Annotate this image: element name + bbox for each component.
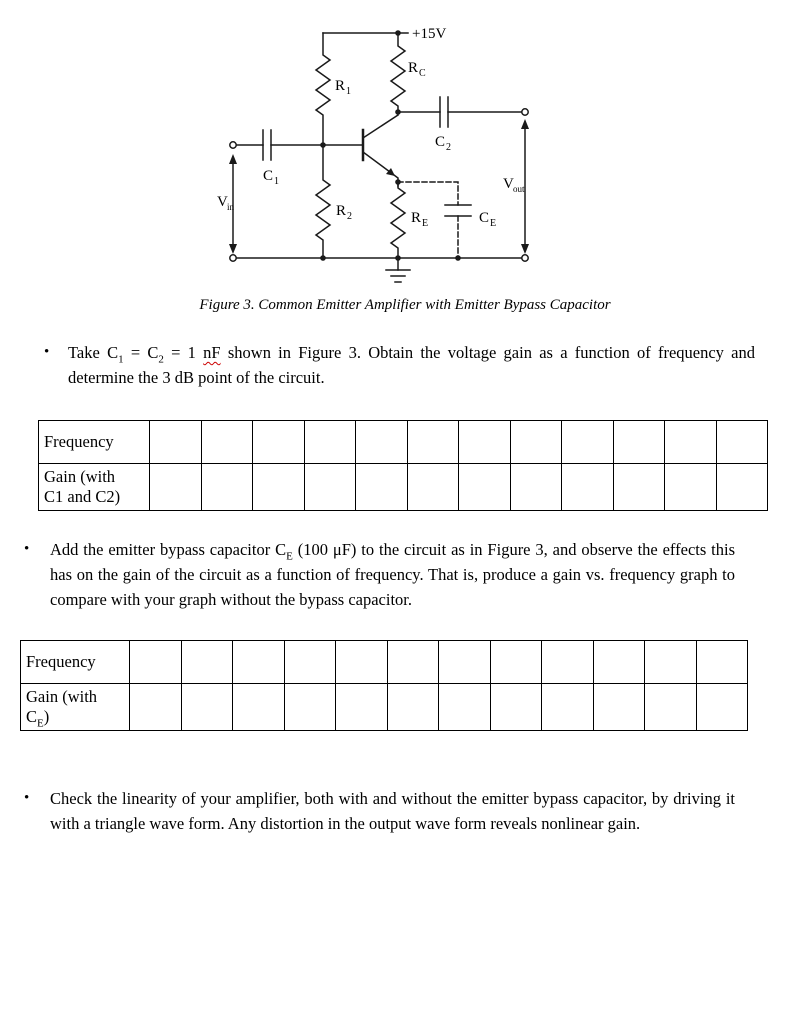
bullet-2-seg: (100 μF) to the circuit as in Figure 3, and observe the effects this has on the gain of the circuit as a function of frequency. That is, produce a gain vs. frequency graph to compare with your graph without the bypass capacitor. [50,540,736,609]
table-empty-cell [439,641,491,684]
table-empty-cell [696,641,748,684]
table2-gain-label-sub: E [37,717,44,730]
ce-top-dashed-wire [398,182,458,205]
label-vin-sub: in [227,202,235,212]
label-rc: R [408,60,419,76]
table-empty-cell [665,464,717,511]
output-terminal-bottom [522,255,528,261]
label-vout: V [503,176,514,192]
table2-frequency-label: Frequency [21,641,130,684]
label-ce-sub: E [490,218,497,229]
label-ce: C [479,210,490,226]
table-empty-cell [304,421,356,464]
output-terminal-top [522,109,528,115]
table-empty-cell [356,464,408,511]
bullet-1-seg: shown in Figure 3. Obtain the voltage gain as a function of frequency and determine the 3 dB point of the circuit. [68,343,755,387]
table-empty-cell [439,684,491,731]
table-empty-cell [336,684,388,731]
node-dot-base [320,142,326,148]
label-c1-sub: 1 [274,176,279,187]
input-terminal-bottom [230,255,236,261]
table-empty-cell [459,464,511,511]
table2-gain-label-line1: Gain (with [26,687,98,706]
label-vin: V [217,194,228,210]
table-empty-cell [613,421,665,464]
table-empty-cell [336,641,388,684]
table-empty-cell [407,421,459,464]
bullet-1-text [42,340,755,390]
table-empty-cell [593,684,645,731]
bullet-marker: • [24,541,30,557]
bullet-marker: • [44,344,50,360]
table-empty-cell [696,684,748,731]
resistor-r2 [316,145,330,258]
bullet-1-seg: = 1 [163,343,204,362]
node-dot-ground [395,255,401,261]
bullet-1-sub: 1 [118,353,124,366]
label-r1-sub: 1 [346,86,351,97]
figure-caption: Figure 3. Common Emitter Amplifier with Emitter Bypass Capacitor [199,297,611,313]
resistor-re [391,182,405,258]
circuit-diagram [205,10,545,302]
label-r2: R [336,203,347,219]
table-empty-cell [150,464,202,511]
label-re: R [411,210,422,226]
bullet-1-seg: = C [123,343,159,362]
label-rc-sub: C [419,68,426,79]
table-empty-cell [407,464,459,511]
table-empty-cell [284,684,336,731]
table1-gain-label-line1: Gain (with [44,467,116,486]
supply-label: +15V [412,26,447,42]
table-empty-cell [233,684,285,731]
table-empty-cell [510,421,562,464]
table-empty-cell [562,421,614,464]
table-empty-cell [253,464,305,511]
table-empty-cell [613,464,665,511]
label-c1: C [263,168,274,184]
table-empty-cell [459,421,511,464]
table-empty-cell [233,641,285,684]
transistor-collector-wire [363,115,398,138]
node-dot-emitter [395,179,401,185]
bullet-3 [22,786,735,836]
label-vout-sub: out [513,184,525,194]
spellcheck-underlined-word: nF [203,343,221,362]
bullet-2-sub: E [286,550,293,563]
table-empty-cell [562,464,614,511]
table-empty-cell [150,421,202,464]
vin-arrow-up [229,154,237,164]
table-empty-cell [593,641,645,684]
table-empty-cell [253,421,305,464]
table-empty-cell [130,684,182,731]
table-empty-cell [490,684,542,731]
bullet-3-seg: Check the linearity of your amplifier, both with and without the emitter bypass capacitor, by driving it with a triangle wave form. Any distortion in the output wave form reveals nonlinear gain. [50,789,735,833]
table-empty-cell [304,464,356,511]
table-empty-cell [665,421,717,464]
label-c2: C [435,134,446,150]
table-empty-cell [645,684,697,731]
node-dot-ce-bottom [455,255,461,261]
resistor-r1 [316,33,330,145]
table2-gain-label-post: ) [43,707,50,726]
bullet-3-text [22,786,735,836]
table-empty-cell [284,641,336,684]
table-empty-cell [130,641,182,684]
label-r1: R [335,78,346,94]
vout-arrow-down [521,244,529,254]
table-empty-cell [356,421,408,464]
table-empty-cell [510,464,562,511]
label-c2-sub: 2 [446,142,451,153]
table-empty-cell [542,641,594,684]
figure-3-circuit [205,10,545,302]
table-empty-cell [201,464,253,511]
table2-gain-label-pre: C [26,707,38,726]
table-empty-cell [181,684,233,731]
node-dot-collector [395,109,401,115]
bullet-1-sub: 2 [158,353,164,366]
vout-arrow-up [521,119,529,129]
label-re-sub: E [422,218,429,229]
bullet-1 [42,340,755,390]
vin-arrow-down [229,244,237,254]
label-r2-sub: 2 [347,211,352,222]
table1-gain-label [39,464,150,511]
transistor-emitter-wire [363,152,398,186]
resistor-rc [391,33,405,112]
table-empty-cell [645,641,697,684]
bullet-1-seg: Take C [68,343,119,362]
table-gain-ce [20,640,748,731]
table1-gain-label-line2: C1 and C2) [44,487,121,506]
node-dot-r2-bottom [320,255,326,261]
bullet-2 [22,537,735,612]
bullet-marker: • [24,790,30,806]
table2-gain-label [21,684,130,731]
bullet-2-seg: Add the emitter bypass capacitor C [50,540,287,559]
bullet-2-text [22,537,735,612]
table-empty-cell [490,641,542,684]
node-dot-supply [395,30,401,36]
table-empty-cell [387,641,439,684]
table-empty-cell [716,421,768,464]
table1-frequency-label: Frequency [39,421,150,464]
table-empty-cell [716,464,768,511]
input-terminal-top [230,142,236,148]
table-gain-c1-c2 [38,420,768,511]
table-empty-cell [181,641,233,684]
table-empty-cell [201,421,253,464]
table-empty-cell [542,684,594,731]
table-empty-cell [387,684,439,731]
